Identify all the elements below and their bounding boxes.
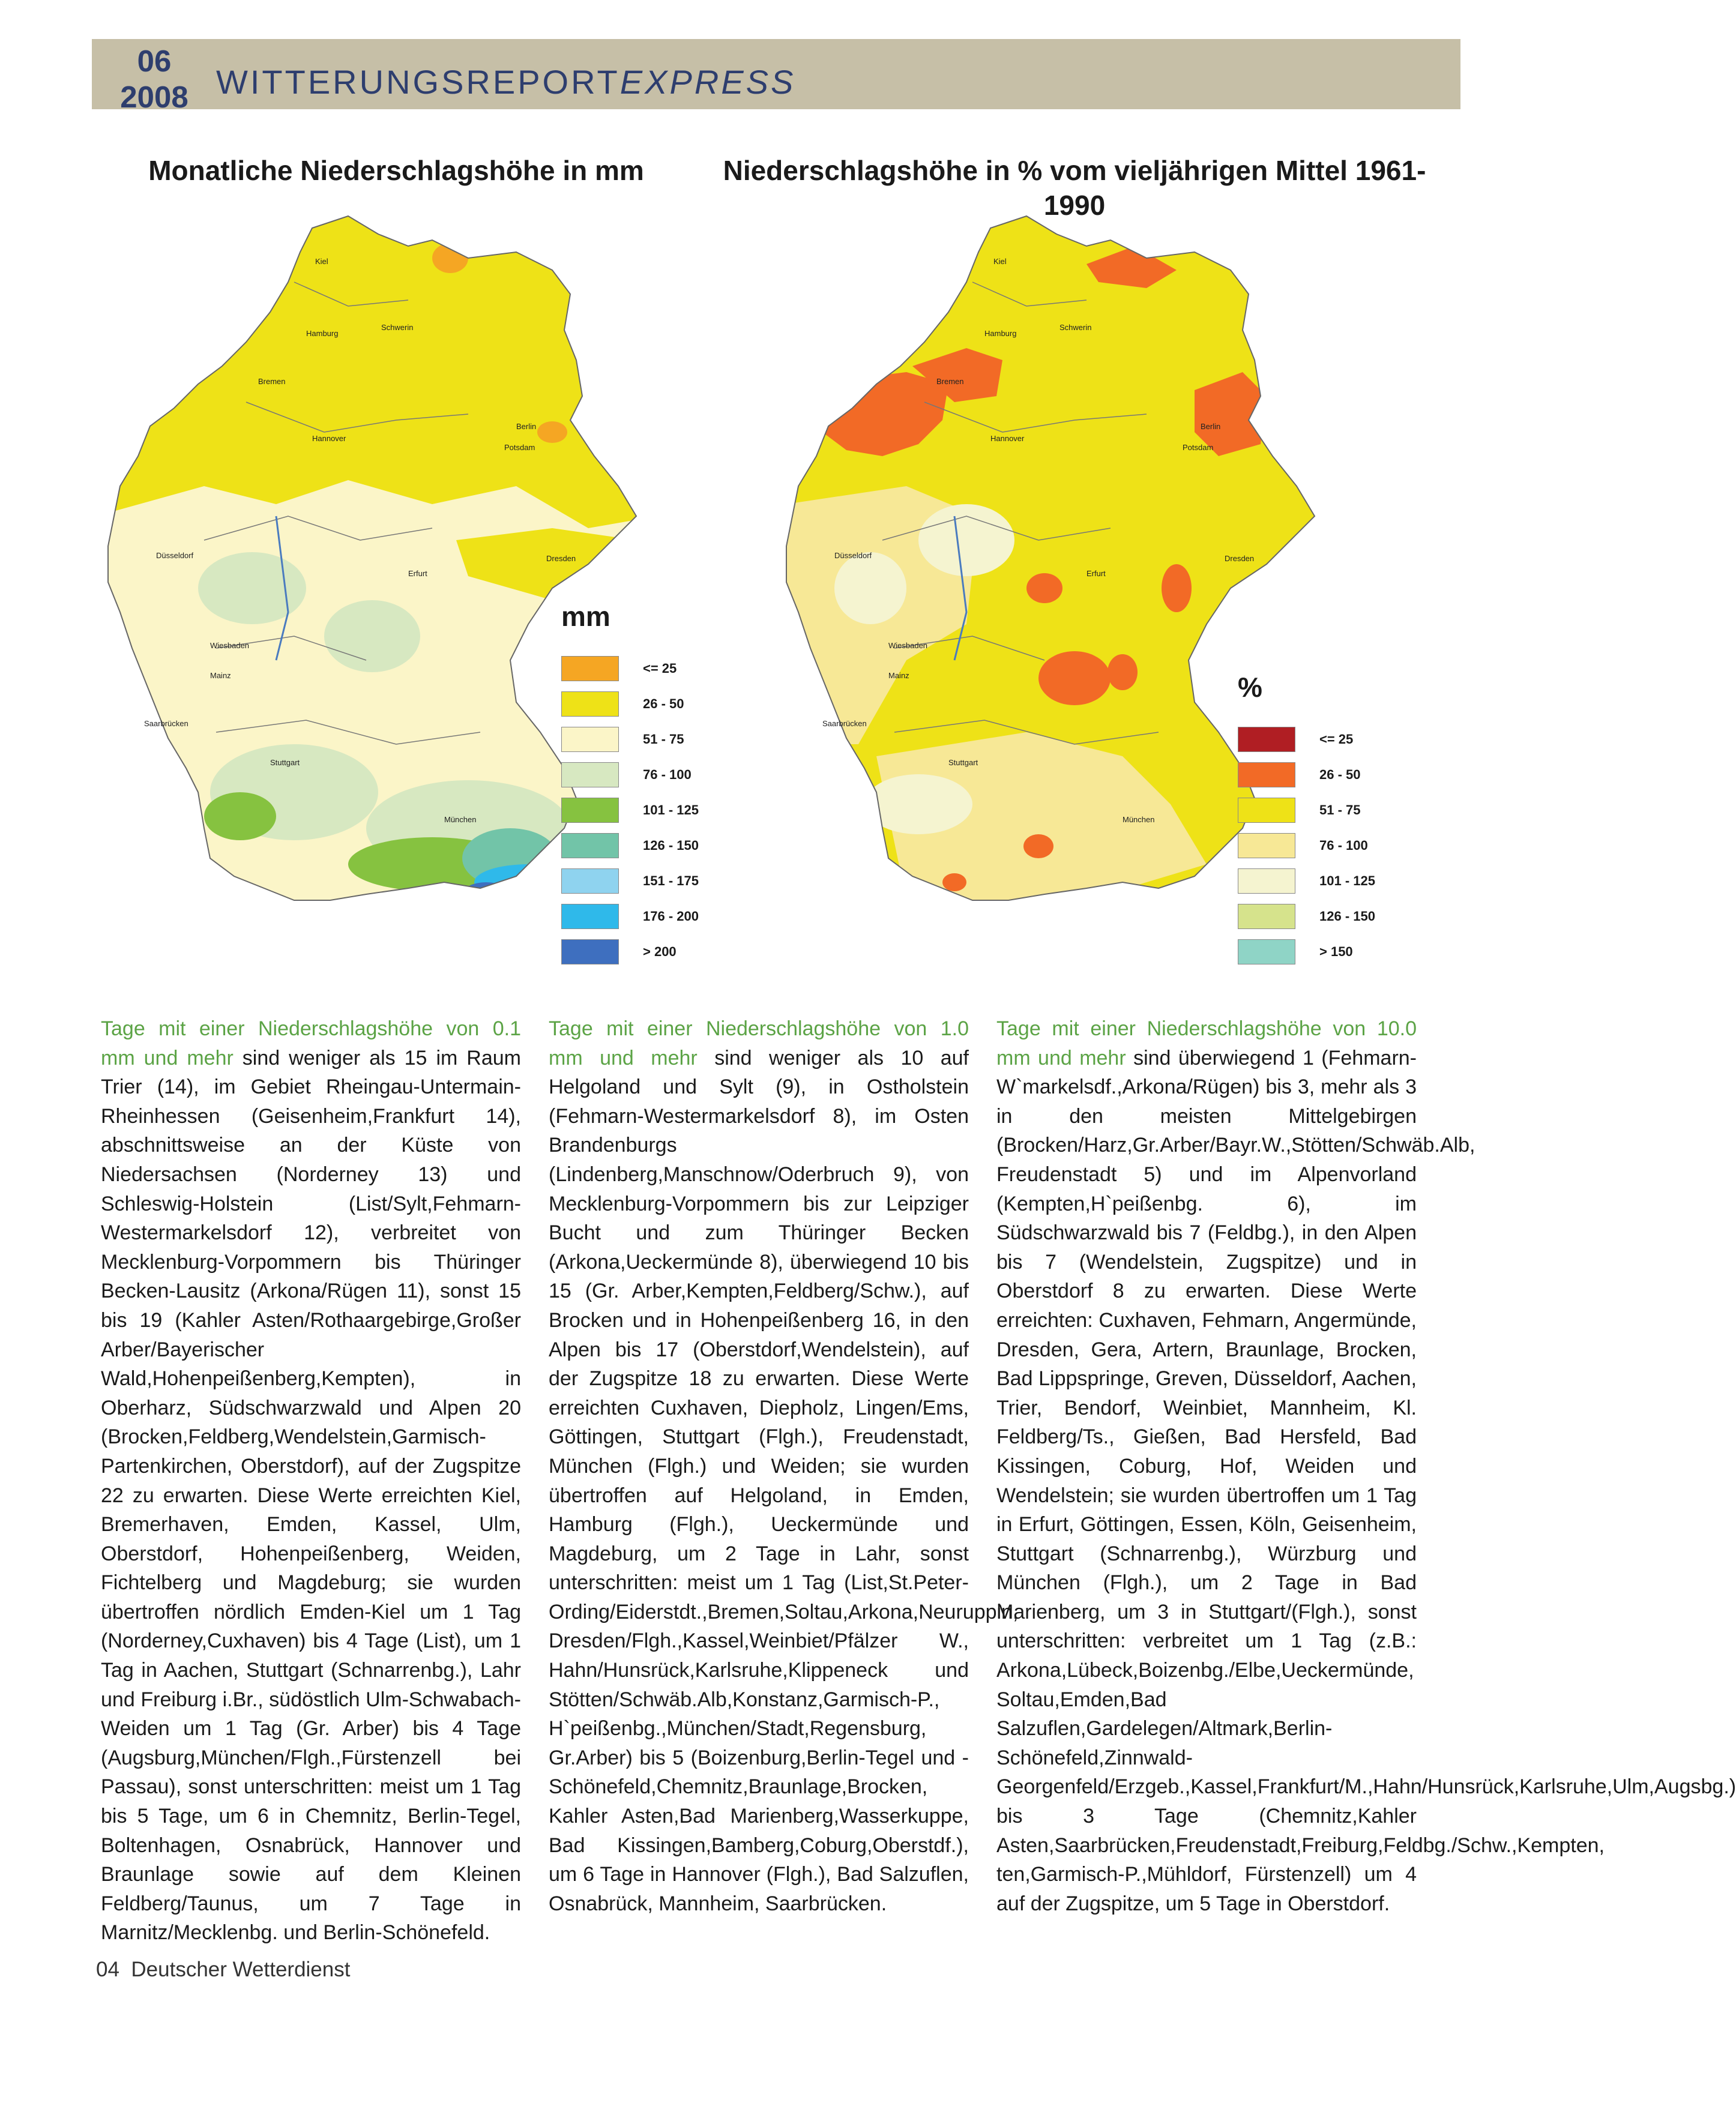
legend-row <box>561 792 699 828</box>
legend-label: 101 - 125 <box>1319 873 1375 888</box>
legend-row <box>1238 934 1375 969</box>
report-title-main: WITTERUNGSREPORT <box>216 63 620 101</box>
legend-swatch <box>1238 833 1295 858</box>
legend-row <box>1238 792 1375 828</box>
legend-label: 151 - 175 <box>643 873 699 888</box>
legend-row <box>561 651 699 686</box>
page-footer <box>96 1958 350 1982</box>
city-label: Berlin <box>1201 422 1221 431</box>
issue-year: 2008 <box>120 80 188 114</box>
legend-swatch <box>561 798 619 823</box>
legend-label: 51 - 75 <box>1319 802 1361 817</box>
city-label: Bremen <box>258 377 286 386</box>
legend-swatch <box>561 833 619 858</box>
report-title-sub: EXPRESS <box>619 63 796 101</box>
legend-label: 51 - 75 <box>643 731 684 747</box>
legend-swatch <box>1238 868 1295 894</box>
legend-label: 76 - 100 <box>1319 837 1368 853</box>
legend-row <box>1238 828 1375 863</box>
column-lead: Tage mit einer Niederschlagshöhe von 1.0 mm und mehr <box>549 1017 969 1070</box>
legend-row <box>561 757 699 792</box>
legend-row <box>561 898 699 934</box>
legend-swatch <box>561 904 619 929</box>
text-column-1 <box>101 1014 521 1948</box>
city-label: Schwerin <box>381 323 414 332</box>
legend-row <box>1238 757 1375 792</box>
column-lead: Tage mit einer Niederschlagshöhe von 0.1 mm und mehr <box>101 1017 521 1070</box>
legend-label: <= 25 <box>643 660 677 676</box>
legend-row <box>561 828 699 863</box>
city-label: Potsdam <box>504 443 535 452</box>
legend-swatch <box>1238 727 1295 752</box>
legend-row <box>561 863 699 898</box>
column-body: sind weniger als 15 im Raum Trier (14), im Gebiet Rheingau-Untermain-Rheinhessen (Geisenheim,Frankfurt 14), abschnittsweise an der Küste von Niedersachsen (Norderney 13) und Schleswig-Holstein (List/Sylt,Fehmarn-Westermarkelsdorf 12), verbreitet von Mecklenburg-Vorpommern bis Thüringer Becken-Lausitz (Arkona/Rügen 11), sonst 15 bis 19 (Kahler Asten/Rothaargebirge,Großer Arber/Bayerischer Wald,Hohenpeißenberg,Kempten), in Oberharz, Südschwarzwald und Alpen 20 (Brocken,Feldberg,Wendelstein,Garmisch-Partenkirchen, Oberstdorf), auf der Zugspitze 22 zu erwarten. Diese Werte erreichten Kiel, Bremerhaven, Emden, Kassel, Ulm, Oberstdorf, Hohenpeißenberg, Weiden, Fichtelberg und Magdeburg; sie wurden übertroffen nördlich Emden-Kiel um 1 Tag (Norderney,Cuxhaven) bis 4 Tage (List), um 1 Tag in Aachen, Stuttgart (Schnarrenbg.), Lahr und Freiburg i.Br., südöstlich Ulm-Schwabach-Weiden um 1 Tag (Gr. Arber) bis 4 Tage (Augsburg,München/Flgh.,Fürstenzell bei Passau), sonst unterschritten: meist um 1 Tag bis 5 Tage, um 6 in Chemnitz, Berlin-Tegel, Boltenhagen, Osnabrück, Hannover und Braunlage sowie auf dem Kleinen Feldberg/Taunus, um 7 Tage in Marnitz/Mecklenbg. und Berlin-Schönefeld. <box>101 1046 522 1945</box>
column-body: sind überwiegend 1 (Fehmarn-W`markelsdf.,Arkona/Rügen) bis 3, mehr als 3 in den meisten Mittelgebirgen (Brocken/Harz,Gr.Arber/Bayr.W.,Stötten/Schwäb.Alb, Freudenstadt 5) und im Alpenvorland (Kempten,H`peißenbg. 6), im Südschwarzwald bis 7 (Feldbg.), in den Alpen bis 7 (Wendelstein, Zugspitze) und in Oberstdorf 8 zu erwarten. Diese Werte erreichten: Cuxhaven, Fehmarn, Angermünde, Dresden, Gera, Artern, Braunlage, Brocken, Bad Lippspringe, Greven, Düsseldorf, Aachen, Trier, Bendorf, Weinbiet, Mannheim, Kl. Feldberg/Ts., Gießen, Bad Hersfeld, Bad Kissingen, Coburg, Hof, Weiden und Wendelstein; sie wurden übertroffen um 1 Tag in Erfurt, Göttingen, Essen, Köln, Geisenheim, Stuttgart (Schnarrenbg.), Würzburg und München (Flgh.), um 2 Tage in Bad Marienberg, um 3 in Stuttgart/(Flgh.), sonst unterschritten: verbreitet um 1 Tag (z.B.: Arkona,Lübeck,Boizenbg./Elbe,Ueckermünde, Soltau,Emden,Bad Salzuflen,Gardelegen/Altmark,Berlin-Schönefeld,Zinnwald-Georgenfeld/Erzgeb.,Kassel,Frankfurt/M.,Hahn/Hunsrück,Karlsruhe,Ulm,Augsbg.) bis 3 Tage (Chemnitz,Kahler Asten,Saarbrücken,Freudenstadt,Freiburg,Feldbg./Schw.,Kempten, ten,Garmisch-P.,Mühldorf, Fürstenzell) um 4 auf der Zugspitze, um 5 Tage in Oberstdorf. <box>996 1046 1736 1915</box>
city-label: Dresden <box>546 554 576 563</box>
right-map-heading: Niederschlagshöhe in % vom vieljährigen Mittel 1961-1990 <box>723 155 1426 221</box>
city-label: Wiesbaden <box>888 641 928 650</box>
legend-swatch <box>561 691 619 717</box>
city-label: Saarbrücken <box>144 719 188 728</box>
legend-label: 76 - 100 <box>643 766 692 782</box>
city-label: Hannover <box>990 434 1025 443</box>
issue-month: 06 <box>137 44 172 78</box>
issue-block <box>112 43 196 115</box>
city-label: Stuttgart <box>270 758 300 767</box>
legend-row <box>1238 898 1375 934</box>
city-label: Schwerin <box>1059 323 1092 332</box>
city-label: Berlin <box>516 422 537 431</box>
city-label: Potsdam <box>1183 443 1214 452</box>
city-label: Düsseldorf <box>156 551 194 560</box>
column-lead: Tage mit einer Niederschlagshöhe von 10.0 mm und mehr <box>996 1017 1417 1070</box>
legend-label: > 150 <box>1319 943 1353 959</box>
city-label: Hamburg <box>306 329 339 338</box>
legend-swatch <box>1238 762 1295 787</box>
report-title <box>216 62 795 101</box>
legend-swatch <box>561 762 619 787</box>
legend-swatch <box>1238 904 1295 929</box>
legend-swatch <box>1238 939 1295 964</box>
legend-label: 26 - 50 <box>1319 766 1361 782</box>
legend-label: 176 - 200 <box>643 908 699 924</box>
city-label: Mainz <box>888 671 909 680</box>
percent-legend <box>1238 671 1375 969</box>
legend-label: 126 - 150 <box>1319 908 1375 924</box>
text-column-2 <box>549 1014 1019 1918</box>
city-label: München <box>444 815 477 824</box>
legend-label: > 200 <box>643 943 677 959</box>
mm-legend <box>561 600 699 969</box>
text-column-3 <box>996 1014 1736 1918</box>
legend-title: mm <box>561 601 610 632</box>
city-label: Mainz <box>210 671 231 680</box>
city-label: Dresden <box>1225 554 1255 563</box>
city-label: Kiel <box>315 257 328 266</box>
legend-label: <= 25 <box>1319 731 1354 747</box>
legend-swatch <box>561 868 619 894</box>
city-label: Hannover <box>312 434 346 443</box>
city-label: Wiesbaden <box>210 641 250 650</box>
legend-swatch <box>1238 798 1295 823</box>
city-label: Erfurt <box>1087 569 1106 578</box>
legend-label: 126 - 150 <box>643 837 699 853</box>
legend-title: % <box>1238 672 1262 703</box>
city-label: Hamburg <box>984 329 1017 338</box>
legend-row <box>1238 721 1375 757</box>
legend-row <box>561 934 699 969</box>
legend-row <box>561 686 699 721</box>
legend-swatch <box>561 727 619 752</box>
legend-swatch <box>561 939 619 964</box>
legend-row <box>561 721 699 757</box>
city-label: Saarbrücken <box>822 719 867 728</box>
city-label: Düsseldorf <box>834 551 872 560</box>
city-label: Erfurt <box>408 569 427 578</box>
legend-label: 26 - 50 <box>643 696 684 711</box>
page-number: 04 <box>96 1958 119 1981</box>
city-label: Stuttgart <box>948 758 978 767</box>
legend-label: 101 - 125 <box>643 802 699 817</box>
city-label: Bremen <box>936 377 964 386</box>
left-map-heading: Monatliche Niederschlagshöhe in mm <box>148 155 644 186</box>
city-label: München <box>1123 815 1155 824</box>
column-body: sind weniger als 10 auf Helgoland und Sylt (9), in Ostholstein (Fehmarn-Westermarkelsdorf 8), im Osten Brandenburgs (Lindenberg,Manschnow/Oderbruch 9), von Mecklenburg-Vorpommern bis zur Leipziger Bucht und zum Thüringer Becken (Arkona,Ueckermünde 8), überwiegend 10 bis 15 (Gr. Arber,Kempten,Feldberg/Schw.), auf Brocken und in Hohenpeißenberg 16, in den Alpen bis 17 (Oberstdorf,Wendelstein), auf der Zugspitze 18 zu erwarten. Diese Werte erreichten Cuxhaven, Diepholz, Lingen/Ems, Göttingen, Stuttgart (Flgh.), Freudenstadt, München (Flgh.) und Weiden; sie wurden übertroffen auf Helgoland, in Emden, Hamburg (Flgh.), Ueckermünde und Magdeburg, um 2 Tage in Lahr, sonst unterschritten: meist um 1 Tag (List,St.Peter-Ording/Eiderstdt.,Bremen,Soltau,Arkona,Neuruppin, Dresden/Flgh.,Kassel,Weinbiet/Pfälzer W., Hahn/Hunsrück,Karlsruhe,Klippeneck und Stötten/Schwäb.Alb,Konstanz,Garmisch-P., H`peißenbg.,München/Stadt,Regensburg, Gr.Arber) bis 5 (Boizenburg,Berlin-Tegel und -Schönefeld,Chemnitz,Braunlage,Brocken, Kahler Asten,Bad Marienberg,Wasserkuppe, Bad Kissingen,Bamberg,Coburg,Oberstdf.), um 6 Tage in Hannover (Flgh.), Bad Salzuflen, Osnabrück, Mannheim, Saarbrücken. <box>549 1046 1019 1915</box>
legend-row <box>1238 863 1375 898</box>
footer-org: Deutscher Wetterdienst <box>131 1958 351 1981</box>
city-label: Kiel <box>993 257 1007 266</box>
legend-swatch <box>561 656 619 681</box>
